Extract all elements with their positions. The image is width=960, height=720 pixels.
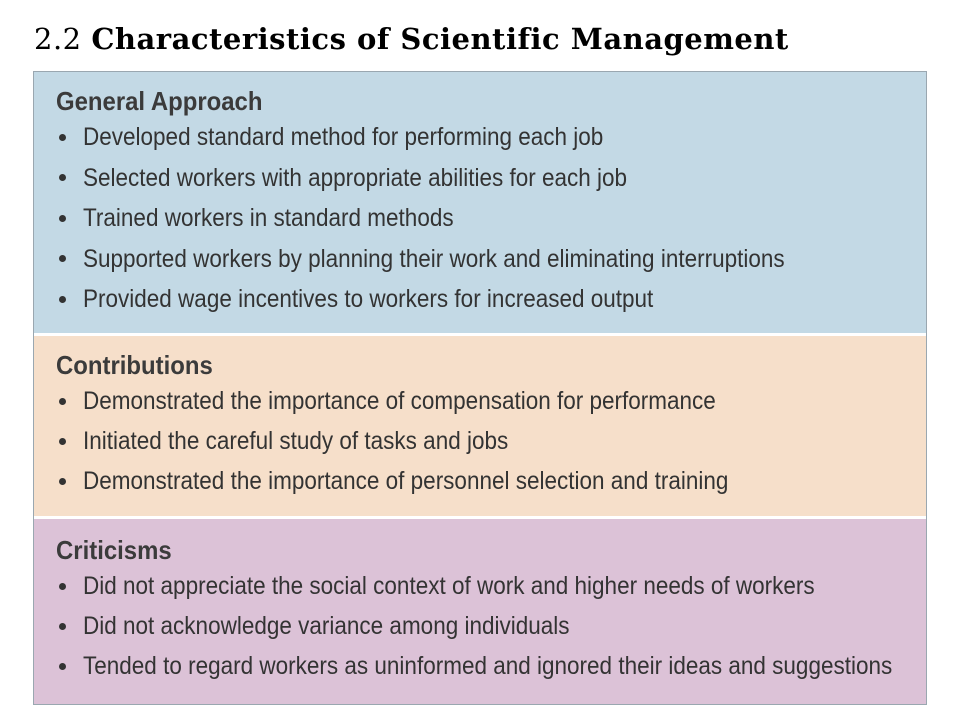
slide-title xyxy=(34,22,789,56)
bullet-icon xyxy=(59,583,66,590)
list-item: Demonstrated the importance of compensation for performance xyxy=(56,381,926,421)
title-number: 2.2 xyxy=(34,22,82,56)
list-item: Did not appreciate the social context of work and higher needs of workers xyxy=(56,566,926,606)
criticisms-heading: Criticisms xyxy=(56,535,172,565)
general-approach-list xyxy=(56,117,926,320)
bullet-icon xyxy=(59,438,66,445)
list-item: Did not acknowledge variance among individuals xyxy=(56,606,926,646)
general-approach-heading: General Approach xyxy=(56,86,263,116)
bullet-icon xyxy=(59,663,66,670)
bullet-icon xyxy=(59,174,66,181)
bullet-icon xyxy=(59,296,66,303)
characteristics-table xyxy=(33,71,927,705)
list-item: Trained workers in standard methods xyxy=(56,198,926,239)
bullet-icon xyxy=(59,215,66,222)
list-item: Supported workers by planning their work and eliminating interruptions xyxy=(56,239,926,280)
bullet-icon xyxy=(59,623,66,630)
bullet-icon xyxy=(59,478,66,485)
list-item: Developed standard method for performing each job xyxy=(56,117,926,158)
list-item: Provided wage incentives to workers for increased output xyxy=(56,279,926,320)
contributions-list xyxy=(56,381,926,501)
list-item: Selected workers with appropriate abilities for each job xyxy=(56,158,926,199)
contributions-heading: Contributions xyxy=(56,350,213,380)
title-text: Characteristics of Scientific Management xyxy=(91,22,789,56)
list-item: Tended to regard workers as uninformed and ignored their ideas and suggestions xyxy=(56,646,926,686)
general-approach-panel xyxy=(34,72,926,333)
list-item: Demonstrated the importance of personnel selection and training xyxy=(56,461,926,501)
criticisms-panel xyxy=(34,516,926,705)
bullet-icon xyxy=(59,255,66,262)
contributions-panel xyxy=(34,333,926,516)
criticisms-list xyxy=(56,566,926,686)
bullet-icon xyxy=(59,134,66,141)
bullet-icon xyxy=(59,398,66,405)
list-item: Initiated the careful study of tasks and jobs xyxy=(56,421,926,461)
